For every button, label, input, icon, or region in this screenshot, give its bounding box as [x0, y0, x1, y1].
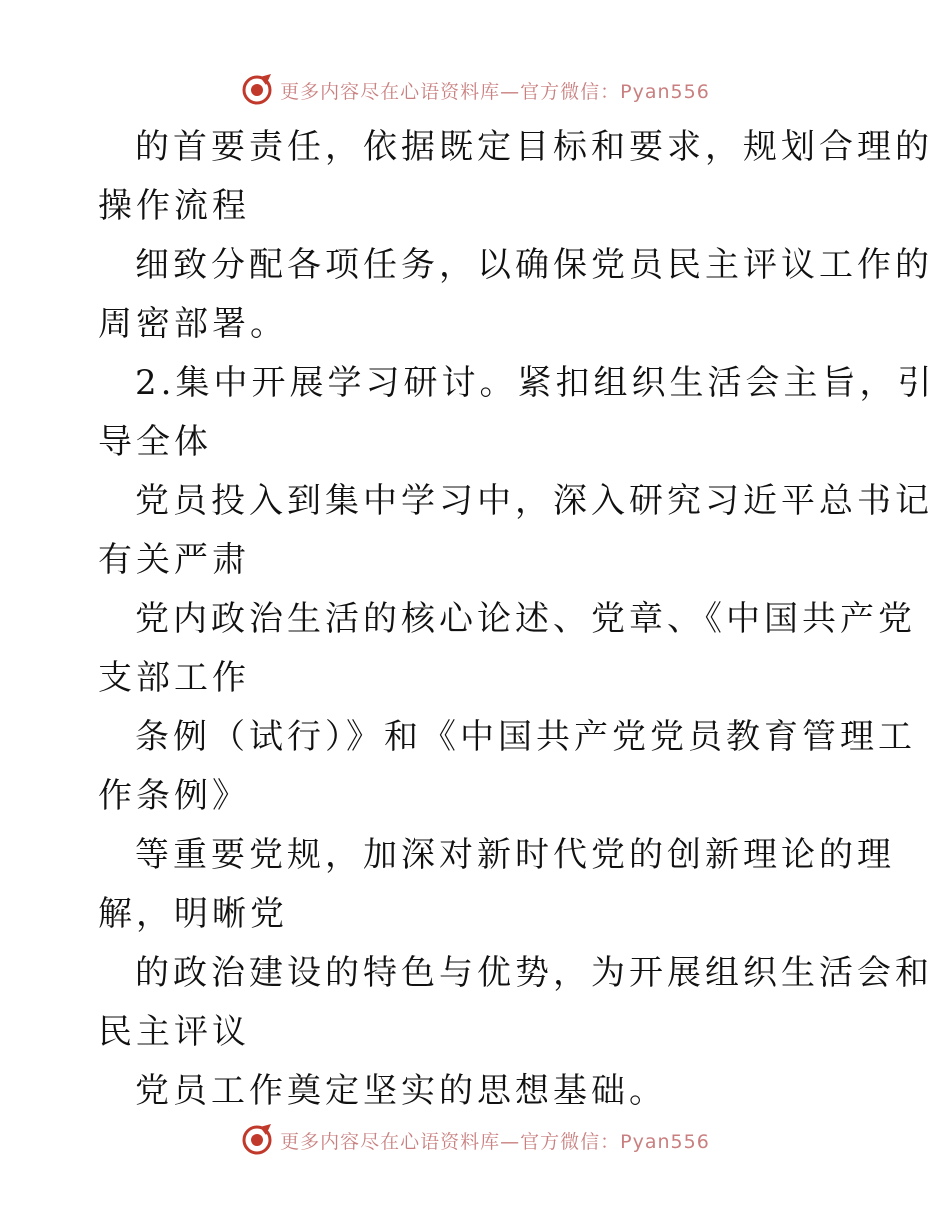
- paragraph-line: 2.集中开展学习研讨。紧扣组织生活会主旨，引: [135, 363, 936, 403]
- brand-logo-icon: [240, 73, 274, 107]
- paragraph-line: 的首要责任，依据既定目标和要求，规划合理的: [135, 127, 933, 167]
- footer-watermark-banner: [0, 1120, 950, 1160]
- paragraph-line: 条例（试行）》和《中国共产党党员教育管理工: [135, 717, 916, 757]
- brand-logo-icon: [240, 1123, 274, 1157]
- paragraph-line: 有关严肃: [98, 540, 250, 580]
- paragraph-line: 等重要党规，加深对新时代党的创新理论的理: [135, 835, 895, 875]
- paragraph-line: 操作流程: [98, 186, 250, 226]
- paragraph-line: 党员工作奠定坚实的思想基础。: [135, 1071, 667, 1111]
- paragraph-line: 作条例》: [98, 776, 250, 816]
- paragraph-line: 周密部署。: [98, 304, 288, 344]
- paragraph-line: 党内政治生活的核心论述、党章、《中国共产党: [135, 599, 916, 639]
- paragraph-line: 导全体: [98, 422, 212, 462]
- paragraph-line: 支部工作: [98, 658, 250, 698]
- paragraph-line: 的政治建设的特色与优势，为开展组织生活会和: [135, 953, 933, 993]
- paragraph-line: 细致分配各项任务，以确保党员民主评议工作的: [135, 245, 933, 285]
- header-watermark-text: 更多内容尽在心语资料库—官方微信：Pyan556: [280, 80, 710, 103]
- paragraph-line: 民主评议: [98, 1012, 250, 1052]
- header-watermark-banner: [0, 70, 950, 110]
- footer-watermark-text: 更多内容尽在心语资料库—官方微信：Pyan556: [280, 1130, 710, 1153]
- paragraph-line: 党员投入到集中学习中，深入研究习近平总书记: [135, 481, 933, 521]
- document-body: [98, 118, 936, 1121]
- paragraph-line: 解，明晰党: [98, 894, 288, 934]
